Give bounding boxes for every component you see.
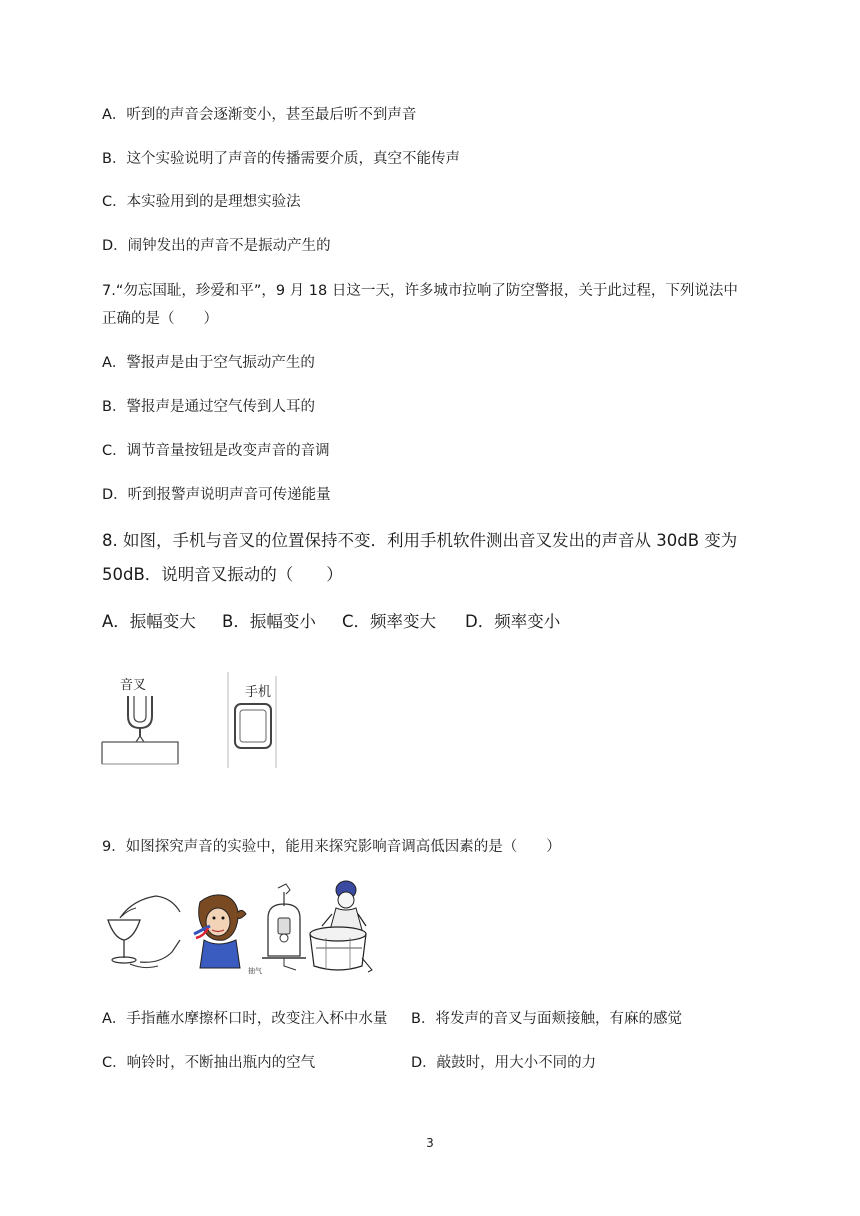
q7-option-a: A．警报声是由于空气振动产生的: [102, 355, 315, 371]
q7-option-c: C．调节音量按钮是改变声音的音调: [102, 443, 330, 459]
q8-option-b: B．振幅变小: [222, 612, 316, 631]
q7-stem-line1: 7.“勿忘国耻，珍爱和平”，9 月 18 日这一天，许多城市拉响了防空警报，关于此过程，下列说法中: [102, 283, 738, 299]
q6-option-a: A．听到的声音会逐渐变小，甚至最后听不到声音: [102, 107, 417, 123]
q8-stem-line1: 8. 如图，手机与音叉的位置保持不变．利用手机软件测出音叉发出的声音从 30dB 变为: [102, 531, 738, 550]
tuning-fork-phone-figure: [98, 668, 288, 774]
q9-stem: 9．如图探究声音的实验中，能用来探究影响音调高低因素的是（ ）: [102, 839, 561, 855]
fork-label: 音叉: [120, 678, 147, 693]
q8-option-c: C．频率变大: [342, 612, 437, 631]
q8-option-d: D．频率变小: [465, 612, 561, 631]
q8-option-a: A．振幅变大: [102, 612, 196, 631]
q6-option-b: B．这个实验说明了声音的传播需要介质，真空不能传声: [102, 151, 460, 167]
drum-sketch: [310, 881, 372, 972]
girl-tuning-fork-sketch: [194, 895, 246, 968]
bell-jar-sketch: [248, 884, 306, 975]
phone-label: 手机: [245, 685, 272, 700]
q6-option-c: C．本实验用到的是理想实验法: [102, 194, 301, 210]
page-number: 3: [426, 1136, 434, 1150]
q9-option-d: D．敲鼓时，用大小不同的力: [411, 1055, 597, 1071]
q9-option-c: C．响铃时，不断抽出瓶内的空气: [102, 1055, 316, 1071]
q7-option-d: D．听到报警声说明声音可传递能量: [102, 487, 331, 503]
q7-stem-line2: 正确的是（ ）: [102, 311, 218, 327]
q9-option-a: A．手指蘸水摩擦杯口时，改变注入杯中水量: [102, 1011, 388, 1027]
pump-label: 抽气: [248, 967, 262, 975]
sound-experiments-figure: [100, 878, 375, 978]
q8-stem-line2: 50dB．说明音叉振动的（ ）: [102, 565, 343, 584]
q7-option-b: B．警报声是通过空气传到人耳的: [102, 399, 315, 415]
wine-glass-sketch: [108, 896, 180, 968]
q6-option-d: D．闹钟发出的声音不是振动产生的: [102, 238, 331, 254]
q9-option-b: B．将发声的音叉与面颊接触，有麻的感觉: [411, 1011, 682, 1027]
